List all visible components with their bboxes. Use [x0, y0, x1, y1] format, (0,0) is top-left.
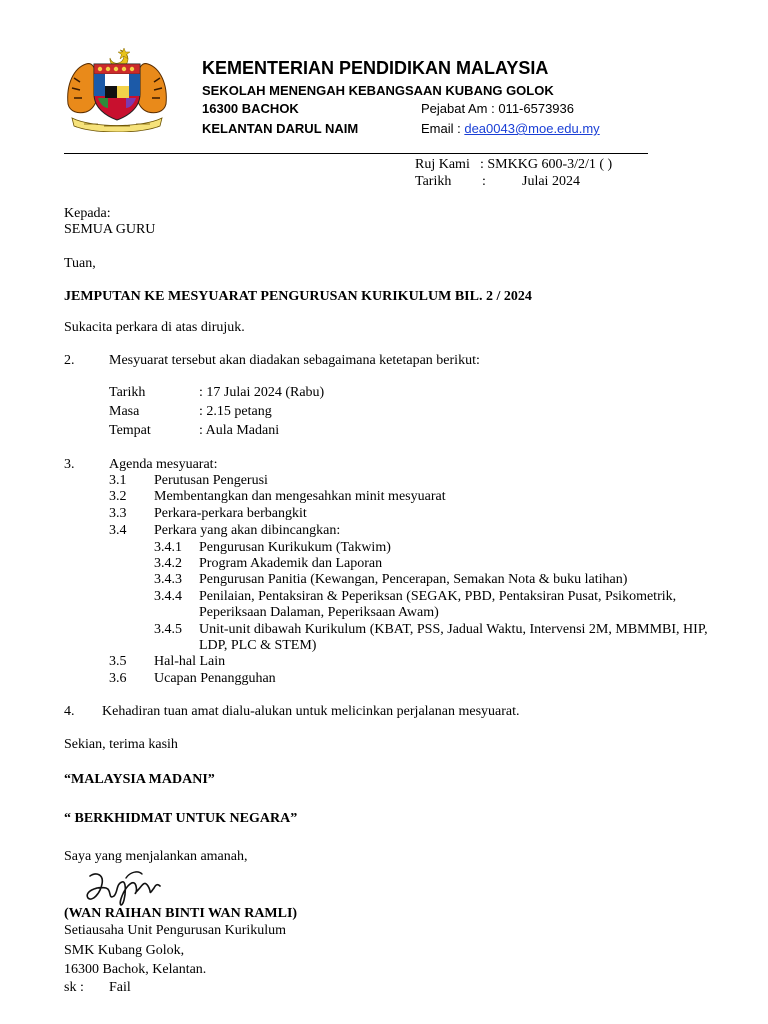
- date-value: Julai 2024: [522, 174, 580, 189]
- school-state: KELANTAN DARUL NAIM: [202, 121, 359, 136]
- para4-number: 4.: [64, 704, 75, 719]
- malaysia-coat-of-arms-icon: [62, 44, 172, 137]
- agenda-item-number: 3.4: [109, 523, 127, 538]
- email-label: Email :: [421, 121, 465, 136]
- office-phone: Pejabat Am : 011-6573936: [421, 101, 574, 116]
- detail-value: : 2.15 petang: [199, 404, 272, 419]
- agenda-subitem: Pengurusan Panitia (Kewangan, Pencerapan, Semakan Nota & buku latihan): [199, 572, 628, 587]
- agenda-subitem-continuation: LDP, PLC & STEM): [199, 638, 317, 653]
- para2-number: 2.: [64, 353, 75, 368]
- ref-value: : SMKKG 600-3/2/1 ( ): [480, 157, 613, 172]
- detail-label: Tarikh: [109, 385, 146, 400]
- agenda-item-number: 3.5: [109, 654, 127, 669]
- signatory-title: Setiausaha Unit Pengurusan Kurikulum: [64, 923, 287, 938]
- sign-off: Saya yang menjalankan amanah,: [64, 849, 248, 864]
- school-name: SEKOLAH MENENGAH KEBANGSAAN KUBANG GOLOK: [202, 83, 554, 98]
- recipient-label: Kepada:: [64, 206, 111, 221]
- cc-value: Fail: [109, 980, 131, 995]
- agenda-subitem: Program Akademik dan Laporan: [199, 556, 383, 571]
- slogan-berkhidmat: “ BERKHIDMAT UNTUK NEGARA”: [64, 811, 298, 826]
- agenda-item: Perkara-perkara berbangkit: [154, 506, 307, 521]
- agenda-subitem-number: 3.4.4: [154, 589, 182, 604]
- detail-value: : 17 Julai 2024 (Rabu): [199, 385, 325, 400]
- date-label: Tarikh: [415, 174, 452, 189]
- agenda-subitem-number: 3.4.3: [154, 572, 182, 587]
- agenda-item: Perutusan Pengerusi: [154, 473, 268, 488]
- agenda-subitem-number: 3.4.1: [154, 540, 182, 555]
- ministry-title: KEMENTERIAN PENDIDIKAN MALAYSIA: [202, 58, 549, 78]
- opening-line: Sukacita perkara di atas dirujuk.: [64, 320, 245, 335]
- para3-number: 3.: [64, 457, 75, 472]
- header-divider: [64, 153, 648, 154]
- agenda-item-number: 3.2: [109, 489, 127, 504]
- agenda-subitem: Penilaian, Pentaksiran & Peperiksan (SEGAK, PBD, Pentaksiran Pusat, Psikometrik,: [199, 589, 677, 604]
- ref-label: Ruj Kami: [415, 157, 470, 172]
- signatory-school: SMK Kubang Golok,: [64, 943, 185, 958]
- agenda-subitem-continuation: Peperiksaan Dalaman, Peperiksaan Awam): [199, 605, 439, 620]
- agenda-subitem-number: 3.4.2: [154, 556, 182, 571]
- agenda-item-number: 3.1: [109, 473, 127, 488]
- slogan-malaysia-madani: “MALAYSIA MADANI”: [64, 772, 215, 787]
- detail-label: Masa: [109, 404, 140, 419]
- agenda-item-number: 3.6: [109, 671, 127, 686]
- para4-text: Kehadiran tuan amat dialu-alukan untuk melicinkan perjalanan mesyuarat.: [102, 704, 520, 719]
- agenda-item-number: 3.3: [109, 506, 127, 521]
- salutation: Tuan,: [64, 256, 96, 271]
- recipient-name: SEMUA GURU: [64, 222, 156, 237]
- agenda-subitem: Pengurusan Kurikukum (Takwim): [199, 540, 391, 555]
- signatory-name: (WAN RAIHAN BINTI WAN RAMLI): [64, 906, 298, 921]
- detail-label: Tempat: [109, 423, 151, 438]
- closing-line: Sekian, terima kasih: [64, 737, 178, 752]
- cc-label: sk :: [64, 980, 84, 995]
- agenda-item: Membentangkan dan mengesahkan minit mesyuarat: [154, 489, 446, 504]
- email-link[interactable]: dea0043@moe.edu.my: [464, 121, 600, 136]
- agenda-item: Hal-hal Lain: [154, 654, 226, 669]
- detail-value: : Aula Madani: [199, 423, 280, 438]
- date-colon: :: [482, 174, 486, 189]
- agenda-subitem-number: 3.4.5: [154, 622, 182, 637]
- agenda-subitem: Unit-unit dibawah Kurikulum (KBAT, PSS, Jadual Waktu, Intervensi 2M, MBMMBI, HIP,: [199, 622, 708, 637]
- agenda-item: Perkara yang akan dibincangkan:: [154, 523, 341, 538]
- school-postcode-town: 16300 BACHOK: [202, 101, 299, 116]
- agenda-title: Agenda mesyuarat:: [109, 457, 218, 472]
- agenda-item: Ucapan Penangguhan: [154, 671, 276, 686]
- letter-subject: JEMPUTAN KE MESYUARAT PENGURUSAN KURIKULUM BIL. 2 / 2024: [64, 289, 532, 304]
- para2-text: Mesyuarat tersebut akan diadakan sebagaimana ketetapan berikut:: [109, 353, 480, 368]
- email-line: [421, 121, 600, 136]
- signatory-address: 16300 Bachok, Kelantan.: [64, 962, 207, 977]
